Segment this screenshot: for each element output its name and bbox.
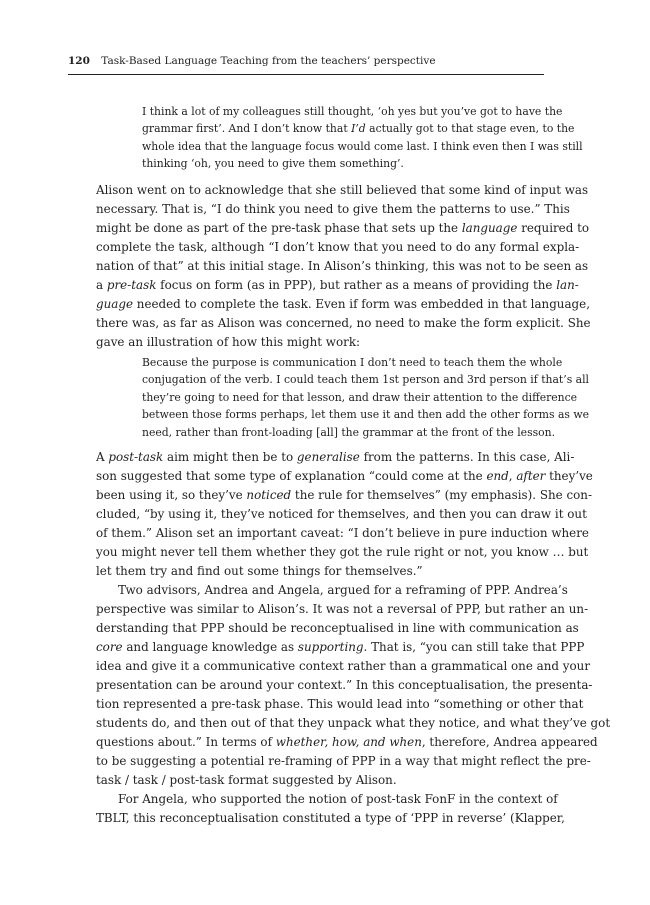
- text-line: Alison went on to acknowledge that she still believed that some kind of input was: [96, 183, 589, 197]
- running-header: [68, 54, 544, 68]
- text-line: nation of that” at this initial stage. In Alison’s thinking, this was not to be seen as: [96, 259, 589, 273]
- text-line: they’re going to need for that lesson, and draw their attention to the difference: [142, 390, 578, 404]
- text-line: tion represented a pre-task phase. This would lead into “something or other that: [96, 697, 584, 711]
- text-line: TBLT, this reconceptualisation constituted a type of ‘PPP in reverse’ (Klapper,: [96, 811, 565, 825]
- text-line: derstanding that PPP should be reconceptualised in line with communication as: [96, 621, 579, 635]
- text-line: a pre-task focus on form (as in PPP), but rather as a means of providing the lan-: [96, 278, 579, 292]
- text-line: task / task / post-task format suggested by Alison.: [96, 773, 397, 787]
- text-line: idea and give it a communicative context rather than a grammatical one and your: [96, 659, 591, 673]
- text-line: cluded, “by using it, they’ve noticed for themselves, and then you can draw it out: [96, 507, 587, 521]
- text-line: presentation can be around your context.” In this conceptualisation, the presenta-: [96, 678, 593, 692]
- text-line: might be done as part of the pre-task phase that sets up the language required to: [96, 221, 590, 235]
- text-line: whole idea that the language focus would come last. I think even then I was still: [142, 139, 583, 153]
- text-line: son suggested that some type of explanation “could come at the end, after they’ve: [96, 469, 593, 483]
- text-line: Two advisors, Andrea and Angela, argued for a reframing of PPP. Andrea’s: [118, 583, 568, 597]
- paragraph-4: [96, 790, 565, 828]
- text-line: I think a lot of my colleagues still thought, ‘oh yes but you’ve got to have the: [142, 105, 563, 118]
- text-line: students do, and then out of that they unpack what they notice, and what they’ve got: [96, 716, 611, 730]
- text-line: conjugation of the verb. I could teach them 1st person and 3rd person if that’s all: [142, 373, 590, 387]
- text-line: there was, as far as Alison was concerned, no need to make the form explicit. She: [96, 316, 591, 330]
- text-line: been using it, so they’ve noticed the rule for themselves” (my emphasis). She con-: [96, 488, 592, 502]
- text-line: necessary. That is, “I do think you need to give them the patterns to use.” This: [96, 202, 570, 216]
- block-quote-2: [142, 354, 590, 441]
- text-line: to be suggesting a potential re-framing of PPP in a way that might reflect the pre-: [96, 754, 591, 768]
- text-line: of them.” Alison set an important caveat: “I don’t believe in pure induction where: [96, 526, 589, 540]
- text-line: perspective was similar to Alison’s. It was not a reversal of PPP, but rather an un-: [96, 602, 589, 616]
- text-line: Because the purpose is communication I don’t need to teach them the whole: [142, 356, 563, 369]
- text-line: between those forms perhaps, let them use it and then add the other forms as we: [142, 408, 590, 422]
- running-title: Task-Based Language Teaching from the teachers’ perspective: [101, 55, 436, 67]
- paragraph-1: [96, 181, 591, 352]
- text-line: you might never tell them whether they got the rule right or not, you know … but: [96, 545, 589, 559]
- text-line: questions about.” In terms of whether, how, and when, therefore, Andrea appeared: [96, 735, 598, 749]
- text-line: gave an illustration of how this might work:: [96, 335, 361, 349]
- page-number: 120: [68, 55, 90, 67]
- text-line: A post-task aim might then be to generalise from the patterns. In this case, Ali-: [96, 450, 575, 464]
- text-line: grammar first’. And I don’t know that I’d actually got to that stage even, to the: [142, 122, 575, 136]
- text-line: thinking ‘oh, you need to give them something’.: [142, 157, 404, 171]
- text-line: For Angela, who supported the notion of post-task FonF in the context of: [118, 792, 558, 806]
- block-quote-1: [142, 103, 583, 173]
- paragraph-3: [96, 581, 611, 790]
- text-line: guage needed to complete the task. Even if form was embedded in that language,: [96, 297, 590, 311]
- text-line: need, rather than front-loading [all] the grammar at the front of the lesson.: [142, 425, 556, 439]
- text-line: let them try and find out some things for themselves.”: [96, 564, 423, 578]
- text-line: core and language knowledge as supporting. That is, “you can still take that PPP: [96, 640, 585, 654]
- header-rule: [68, 74, 544, 75]
- paragraph-2: [96, 448, 593, 581]
- text-line: complete the task, although “I don’t know that you need to do any formal expla-: [96, 240, 580, 254]
